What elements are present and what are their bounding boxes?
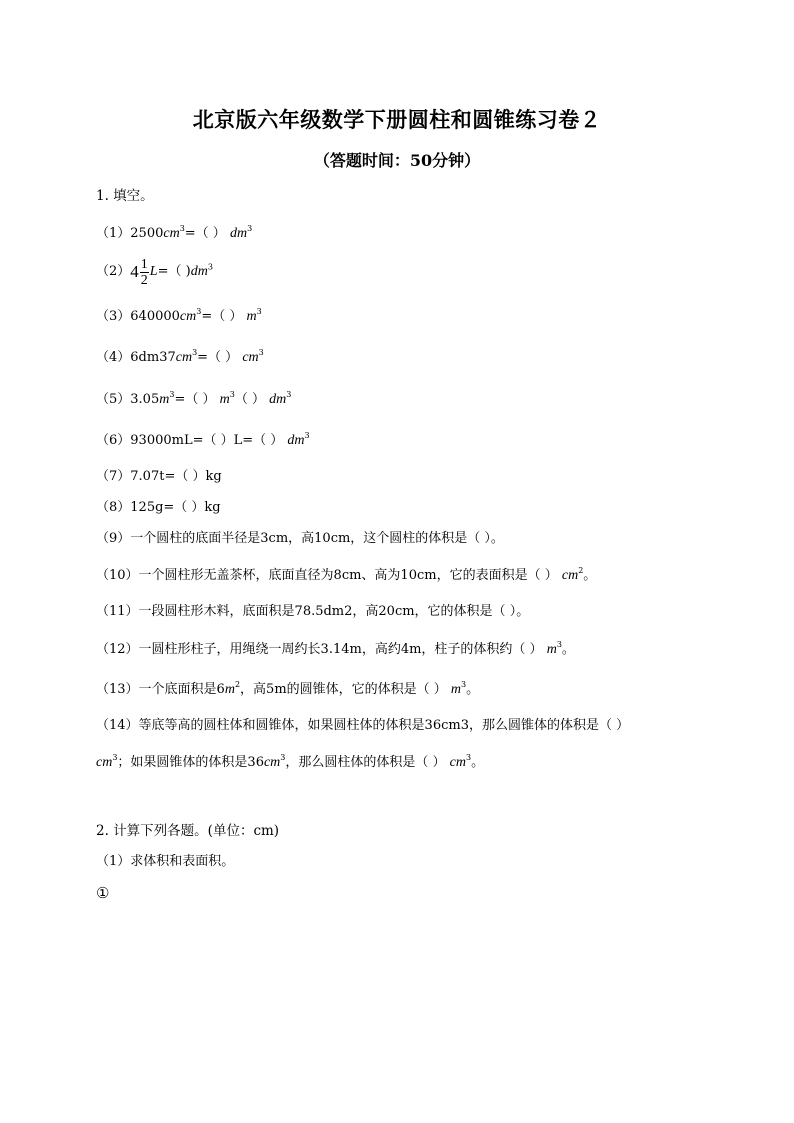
question-10: （10）一个圆柱形无盖茶杯，底面直径为8cm、高为10cm，它的表面积是（ ） $cm^2$。	[96, 566, 597, 583]
circled-number-1: ①	[96, 884, 110, 902]
question-3: $(3)640000cm^3=$（ ） $m^3$	[96, 307, 262, 324]
question-2: （2）4 $\frac{1}{2}$ L=（ )$dm^3$	[96, 256, 213, 288]
page-subtitle: （答题时间：50分钟）	[313, 151, 481, 170]
question-2-1: （1）求体积和表面积。	[96, 854, 235, 869]
question-12: （12）一圆柱形柱子，用绳绕一周约长3.14m，高约4m，柱子的体积约（ ） $m^3$。	[96, 640, 575, 657]
question-1: $(1)2500cm^3=$（ ） $dm^3$	[96, 224, 253, 241]
question-14-line-1: （14）等底等高的圆柱体和圆锥体，如果圆柱体的体积是36cm3，那么圆锥体的体积是（ ）	[96, 718, 630, 733]
mixed-fraction: $\frac{1}{2}$	[140, 256, 148, 288]
page-title: 北京版六年级数学下册圆柱和圆锥练习卷２	[192, 107, 602, 132]
question-13: （13）一个底面积是$6m^2$，高5m的圆锥体，它的体积是（ ） $m^3$。	[96, 680, 480, 697]
section-1-heading: 1. 填空。	[96, 188, 154, 204]
question-14-line-2: $cm^3$；如果圆锥体的体积是$36cm^3$，那么圆柱体的体积是（ ） $cm^3$。	[96, 753, 485, 770]
question-7: （7）7.07t=（ ）kg	[96, 469, 222, 484]
section-2-heading: 2. 计算下列各题。(单位：cm)	[96, 823, 280, 839]
question-6: （6）93000mL=（ ）L=（ ） $dm^3$	[96, 431, 310, 448]
question-8: （8）125g=（ ）kg	[96, 500, 221, 515]
question-9: （9）一个圆柱的底面半径是3cm，高10cm，这个圆柱的体积是（ ）。	[96, 531, 504, 546]
question-11: （11）一段圆柱形木料，底面积是78.5dm2，高20cm，它的体积是（ ）。	[96, 604, 530, 619]
question-4: $(4)6dm37cm^3=$（ ） $cm^3$	[96, 348, 264, 365]
question-5: $(5)3.05m^3=$（ ） $m^3$（ ） $dm^3$	[96, 390, 292, 407]
